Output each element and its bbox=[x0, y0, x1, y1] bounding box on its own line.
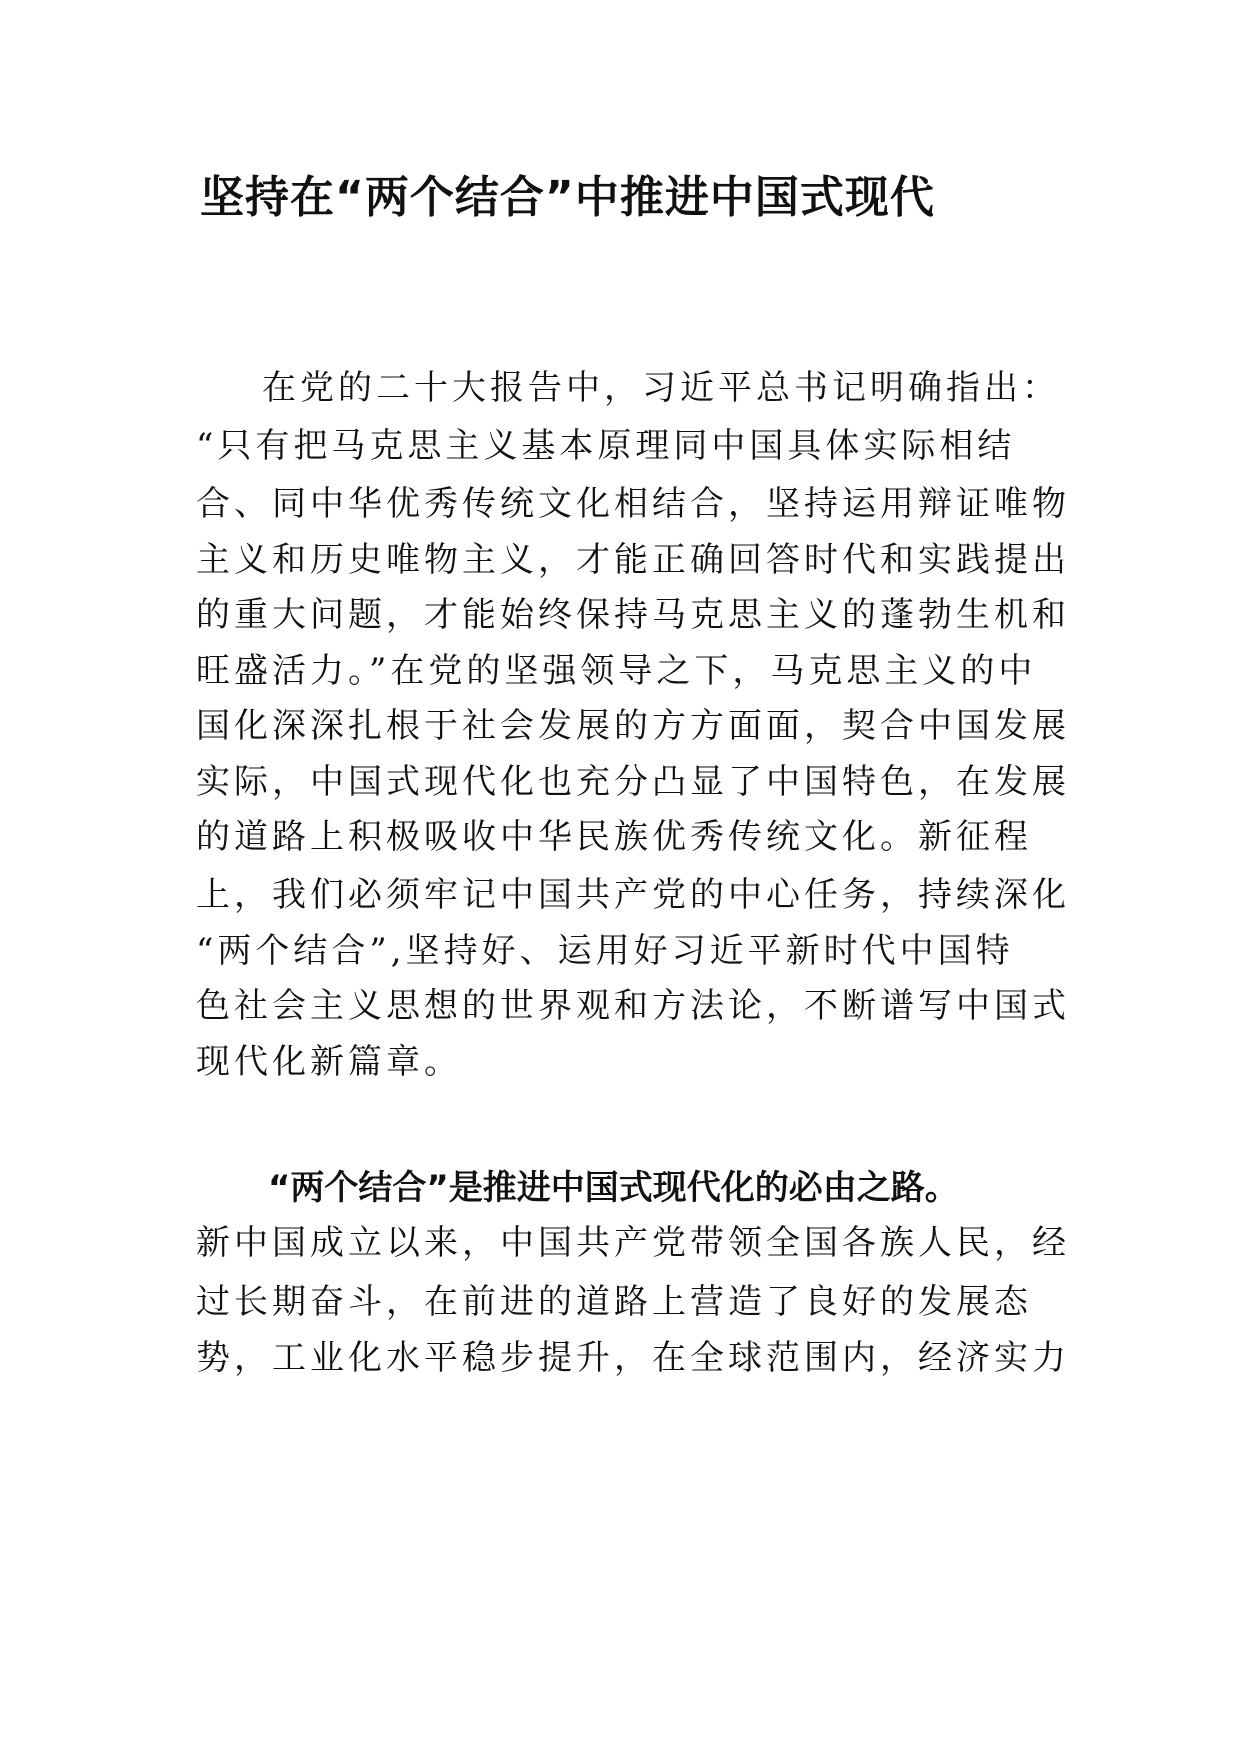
paragraph-line: 的道路上积极吸收中华民族优秀传统文化。新征程 bbox=[196, 817, 1032, 857]
paragraph-line: “只有把马克思主义基本原理同中国具体实际相结 bbox=[196, 426, 1016, 466]
paragraph-line: 的重大问题，才能始终保持马克思主义的蓬勃生机和 bbox=[196, 595, 1070, 635]
paragraph-line: 国化深深扎根于社会发展的方方面面，契合中国发展 bbox=[196, 706, 1070, 746]
paragraph-line: 主义和历史唯物主义，才能正确回答时代和实践提出 bbox=[196, 540, 1070, 580]
paragraph-line: 合、同中华优秀传统文化相结合，坚持运用辩证唯物 bbox=[196, 484, 1070, 524]
paragraph-line: 现代化新篇章。 bbox=[196, 1042, 462, 1082]
paragraph-line: “两个结合”,坚持好、运用好习近平新时代中国特 bbox=[196, 931, 1014, 971]
paragraph-line: 实际，中国式现代化也充分凸显了中国特色，在发展 bbox=[196, 762, 1070, 802]
paragraph-line: 上，我们必须牢记中国共产党的中心任务，持续深化 bbox=[196, 875, 1070, 915]
paragraph-line: 旺盛活力。”在党的坚强领导之下，马克思主义的中 bbox=[196, 651, 1037, 691]
paragraph-line: 势，工业化水平稳步提升，在全球范围内，经济实力 bbox=[196, 1338, 1070, 1378]
section-heading: “两个结合”是推进中国式现代化的必由之路。 bbox=[268, 1168, 959, 1208]
paragraph-line: 新中国成立以来，中国共产党带领全国各族人民，经 bbox=[196, 1223, 1070, 1263]
document-title: 坚持在“两个结合”中推进中国式现代 bbox=[200, 172, 935, 223]
paragraph-line: 在党的二十大报告中，习近平总书记明确指出： bbox=[262, 368, 1060, 408]
paragraph-line: 色社会主义思想的世界观和方法论，不断谱写中国式 bbox=[196, 986, 1070, 1026]
paragraph-line: 过长期奋斗，在前进的道路上营造了良好的发展态 bbox=[196, 1282, 1032, 1322]
